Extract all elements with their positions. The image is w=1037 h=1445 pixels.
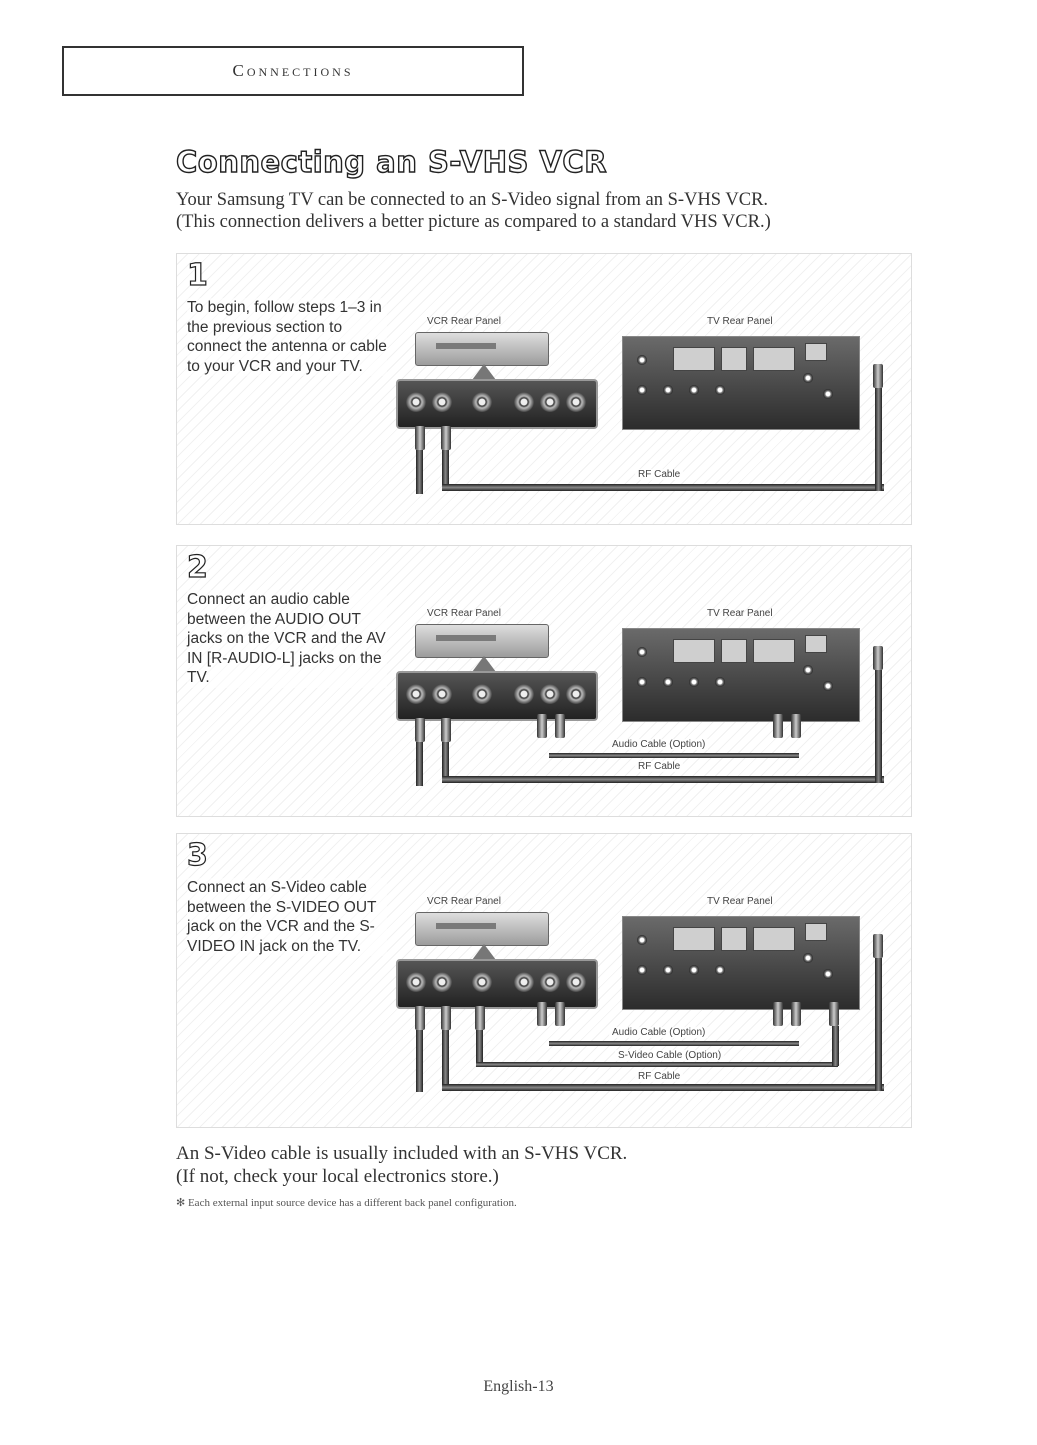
section-header [62,46,524,96]
vcr-rear-panel-label: VCR Rear Panel [427,896,501,907]
jack-icon [432,972,452,992]
vcr-rear-panel-illustration [396,671,598,721]
page-number: English-13 [483,1378,554,1395]
jack-icon [432,392,452,412]
cable-label: RF Cable [635,1071,683,1082]
page-title: Connecting an S-VHS VCR [176,145,608,179]
vcr-rear-panel-label: VCR Rear Panel [427,316,501,327]
cable-label: RF Cable [635,761,683,772]
rf-plug-icon [441,1006,451,1030]
step-instructions: Connect an audio cable between the AUDIO OUT jacks on the VCR and the AV IN [R-AUDIO-L] jacks on the TV. [187,591,386,686]
intro-line-2: (This connection delivers a better picture as compared to a standard VHS VCR.) [176,212,771,232]
tv-rear-panel-label: TV Rear Panel [707,608,773,619]
footer-line-2: (If not, check your local electronics store.) [176,1166,499,1187]
step-number: 2 [187,550,208,585]
audio-plug-icon [791,714,801,738]
jack-icon [406,684,426,704]
tv-rear-panel-label: TV Rear Panel [707,896,773,907]
rf-cable [442,776,884,783]
jack-icon [472,972,492,992]
arrow-up-icon [472,364,496,380]
rf-plug-icon [441,718,451,742]
rf-plug-icon [873,934,883,958]
tv-rear-panel-illustration [622,336,860,430]
vcr-rear-panel-illustration [396,959,598,1009]
jack-icon [472,392,492,412]
cable-label: RF Cable [635,469,683,480]
jack-icon [514,972,534,992]
arrow-up-icon [472,944,496,960]
arrow-up-icon [472,656,496,672]
audio-cable [549,1041,799,1046]
tv-rear-panel-label: TV Rear Panel [707,316,773,327]
cable-label: Audio Cable (Option) [609,1027,708,1038]
cable-label: Audio Cable (Option) [609,739,708,750]
vcr-device-icon [415,912,549,946]
cable-label: S-Video Cable (Option) [615,1050,724,1061]
step-instructions: Connect an S-Video cable between the S-VIDEO OUT jack on the VCR and the S-VIDEO IN jack on the TV. [187,878,387,956]
section-header-label: Connections [232,61,354,80]
audio-plug-icon [537,1002,547,1026]
step-instructions: To begin, follow steps 1–3 in the previous section to connect the antenna or cable to your VCR and your TV. [187,299,387,375]
jack-icon [514,392,534,412]
rf-cable [442,484,884,491]
jack-icon [406,972,426,992]
jack-icon [540,972,560,992]
step-number: 3 [187,838,208,873]
vcr-device-icon [415,332,549,366]
audio-plug-icon [537,714,547,738]
svideo-plug-icon [829,1002,839,1026]
jack-icon [566,972,586,992]
tv-rear-panel-illustration [622,916,860,1010]
jack-icon [540,392,560,412]
rf-cable [442,1084,884,1091]
rf-plug-icon [415,426,425,450]
audio-plug-icon [791,1002,801,1026]
vcr-rear-panel-illustration [396,379,598,429]
jack-icon [514,684,534,704]
svideo-cable [476,1062,838,1067]
rf-plug-icon [441,426,451,450]
audio-plug-icon [773,1002,783,1026]
jack-icon [566,392,586,412]
jack-icon [406,392,426,412]
vcr-device-icon [415,624,549,658]
intro-line-1: Your Samsung TV can be connected to an S-Video signal from an S-VHS VCR. [176,190,769,210]
svideo-plug-icon [475,1006,485,1030]
jack-icon [540,684,560,704]
rf-plug-icon [415,1006,425,1030]
step-number: 1 [187,258,208,293]
jack-icon [432,684,452,704]
jack-icon [472,684,492,704]
rf-plug-icon [873,646,883,670]
vcr-rear-panel-label: VCR Rear Panel [427,608,501,619]
intro-paragraph [176,189,771,233]
step-2-panel [176,545,912,817]
footer-paragraph [176,1142,627,1188]
jack-icon [566,684,586,704]
step-1-panel [176,253,912,525]
step-3-panel [176,833,912,1128]
audio-cable [549,753,799,758]
audio-plug-icon [555,714,565,738]
audio-plug-icon [773,714,783,738]
footnote: ✻ Each external input source device has a different back panel configuration. [176,1197,517,1209]
tv-rear-panel-illustration [622,628,860,722]
audio-plug-icon [555,1002,565,1026]
rf-plug-icon [873,364,883,388]
rf-plug-icon [415,718,425,742]
footer-line-1: An S-Video cable is usually included with an S-VHS VCR. [176,1143,628,1164]
